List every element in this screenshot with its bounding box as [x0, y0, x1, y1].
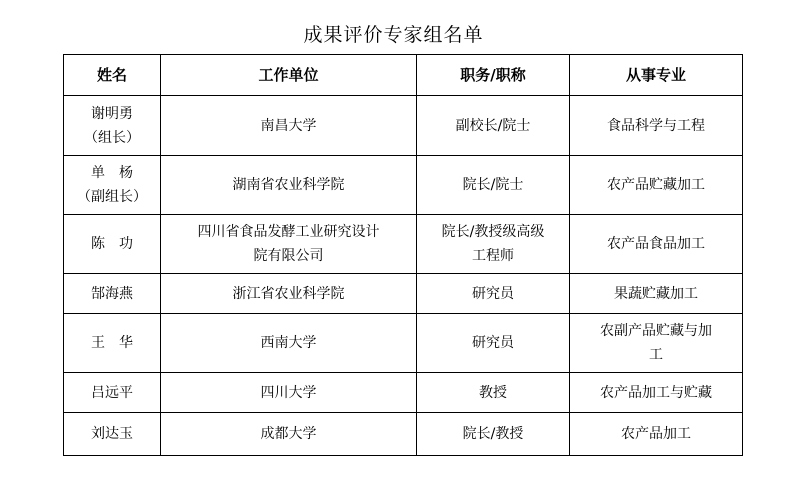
- cell-unit: 成都大学: [161, 413, 417, 456]
- header-field: 从事专业: [570, 55, 743, 96]
- table-row: [64, 413, 743, 456]
- cell-position: 副校长/院士: [417, 96, 570, 156]
- cell-field: 农产品加工与贮藏: [570, 373, 743, 413]
- cell-name: 谢明勇 （组长）: [64, 96, 161, 156]
- cell-field: 农副产品贮藏与加 工: [570, 314, 743, 373]
- header-name: 姓名: [64, 55, 161, 96]
- cell-position: 院长/院士: [417, 156, 570, 215]
- cell-position: 院长/教授级高级 工程师: [417, 215, 570, 274]
- table-row: [64, 373, 743, 413]
- cell-position: 研究员: [417, 314, 570, 373]
- cell-field: 农产品食品加工: [570, 215, 743, 274]
- cell-unit: 四川省食品发酵工业研究设计 院有限公司: [161, 215, 417, 274]
- table-row: [64, 314, 743, 373]
- cell-name: 郜海燕: [64, 274, 161, 314]
- cell-unit: 南昌大学: [161, 96, 417, 156]
- table-row: [64, 274, 743, 314]
- expert-table: [63, 54, 743, 456]
- header-unit: 工作单位: [161, 55, 417, 96]
- cell-position: 院长/教授: [417, 413, 570, 456]
- table-row: [64, 96, 743, 156]
- header-position: 职务/职称: [417, 55, 570, 96]
- cell-field: 果蔬贮藏加工: [570, 274, 743, 314]
- table-header-row: [64, 55, 743, 96]
- cell-position: 教授: [417, 373, 570, 413]
- cell-unit: 浙江省农业科学院: [161, 274, 417, 314]
- page-title: 成果评价专家组名单: [303, 24, 484, 46]
- cell-unit: 湖南省农业科学院: [161, 156, 417, 215]
- cell-unit: 四川大学: [161, 373, 417, 413]
- table-row: [64, 215, 743, 274]
- cell-name: 陈 功: [64, 215, 161, 274]
- table-row: [64, 156, 743, 215]
- cell-field: 食品科学与工程: [570, 96, 743, 156]
- cell-name: 单 杨 （副组长）: [64, 156, 161, 215]
- cell-name: 王 华: [64, 314, 161, 373]
- cell-field: 农产品贮藏加工: [570, 156, 743, 215]
- cell-position: 研究员: [417, 274, 570, 314]
- cell-unit: 西南大学: [161, 314, 417, 373]
- cell-field: 农产品加工: [570, 413, 743, 456]
- cell-name: 刘达玉: [64, 413, 161, 456]
- cell-name: 吕远平: [64, 373, 161, 413]
